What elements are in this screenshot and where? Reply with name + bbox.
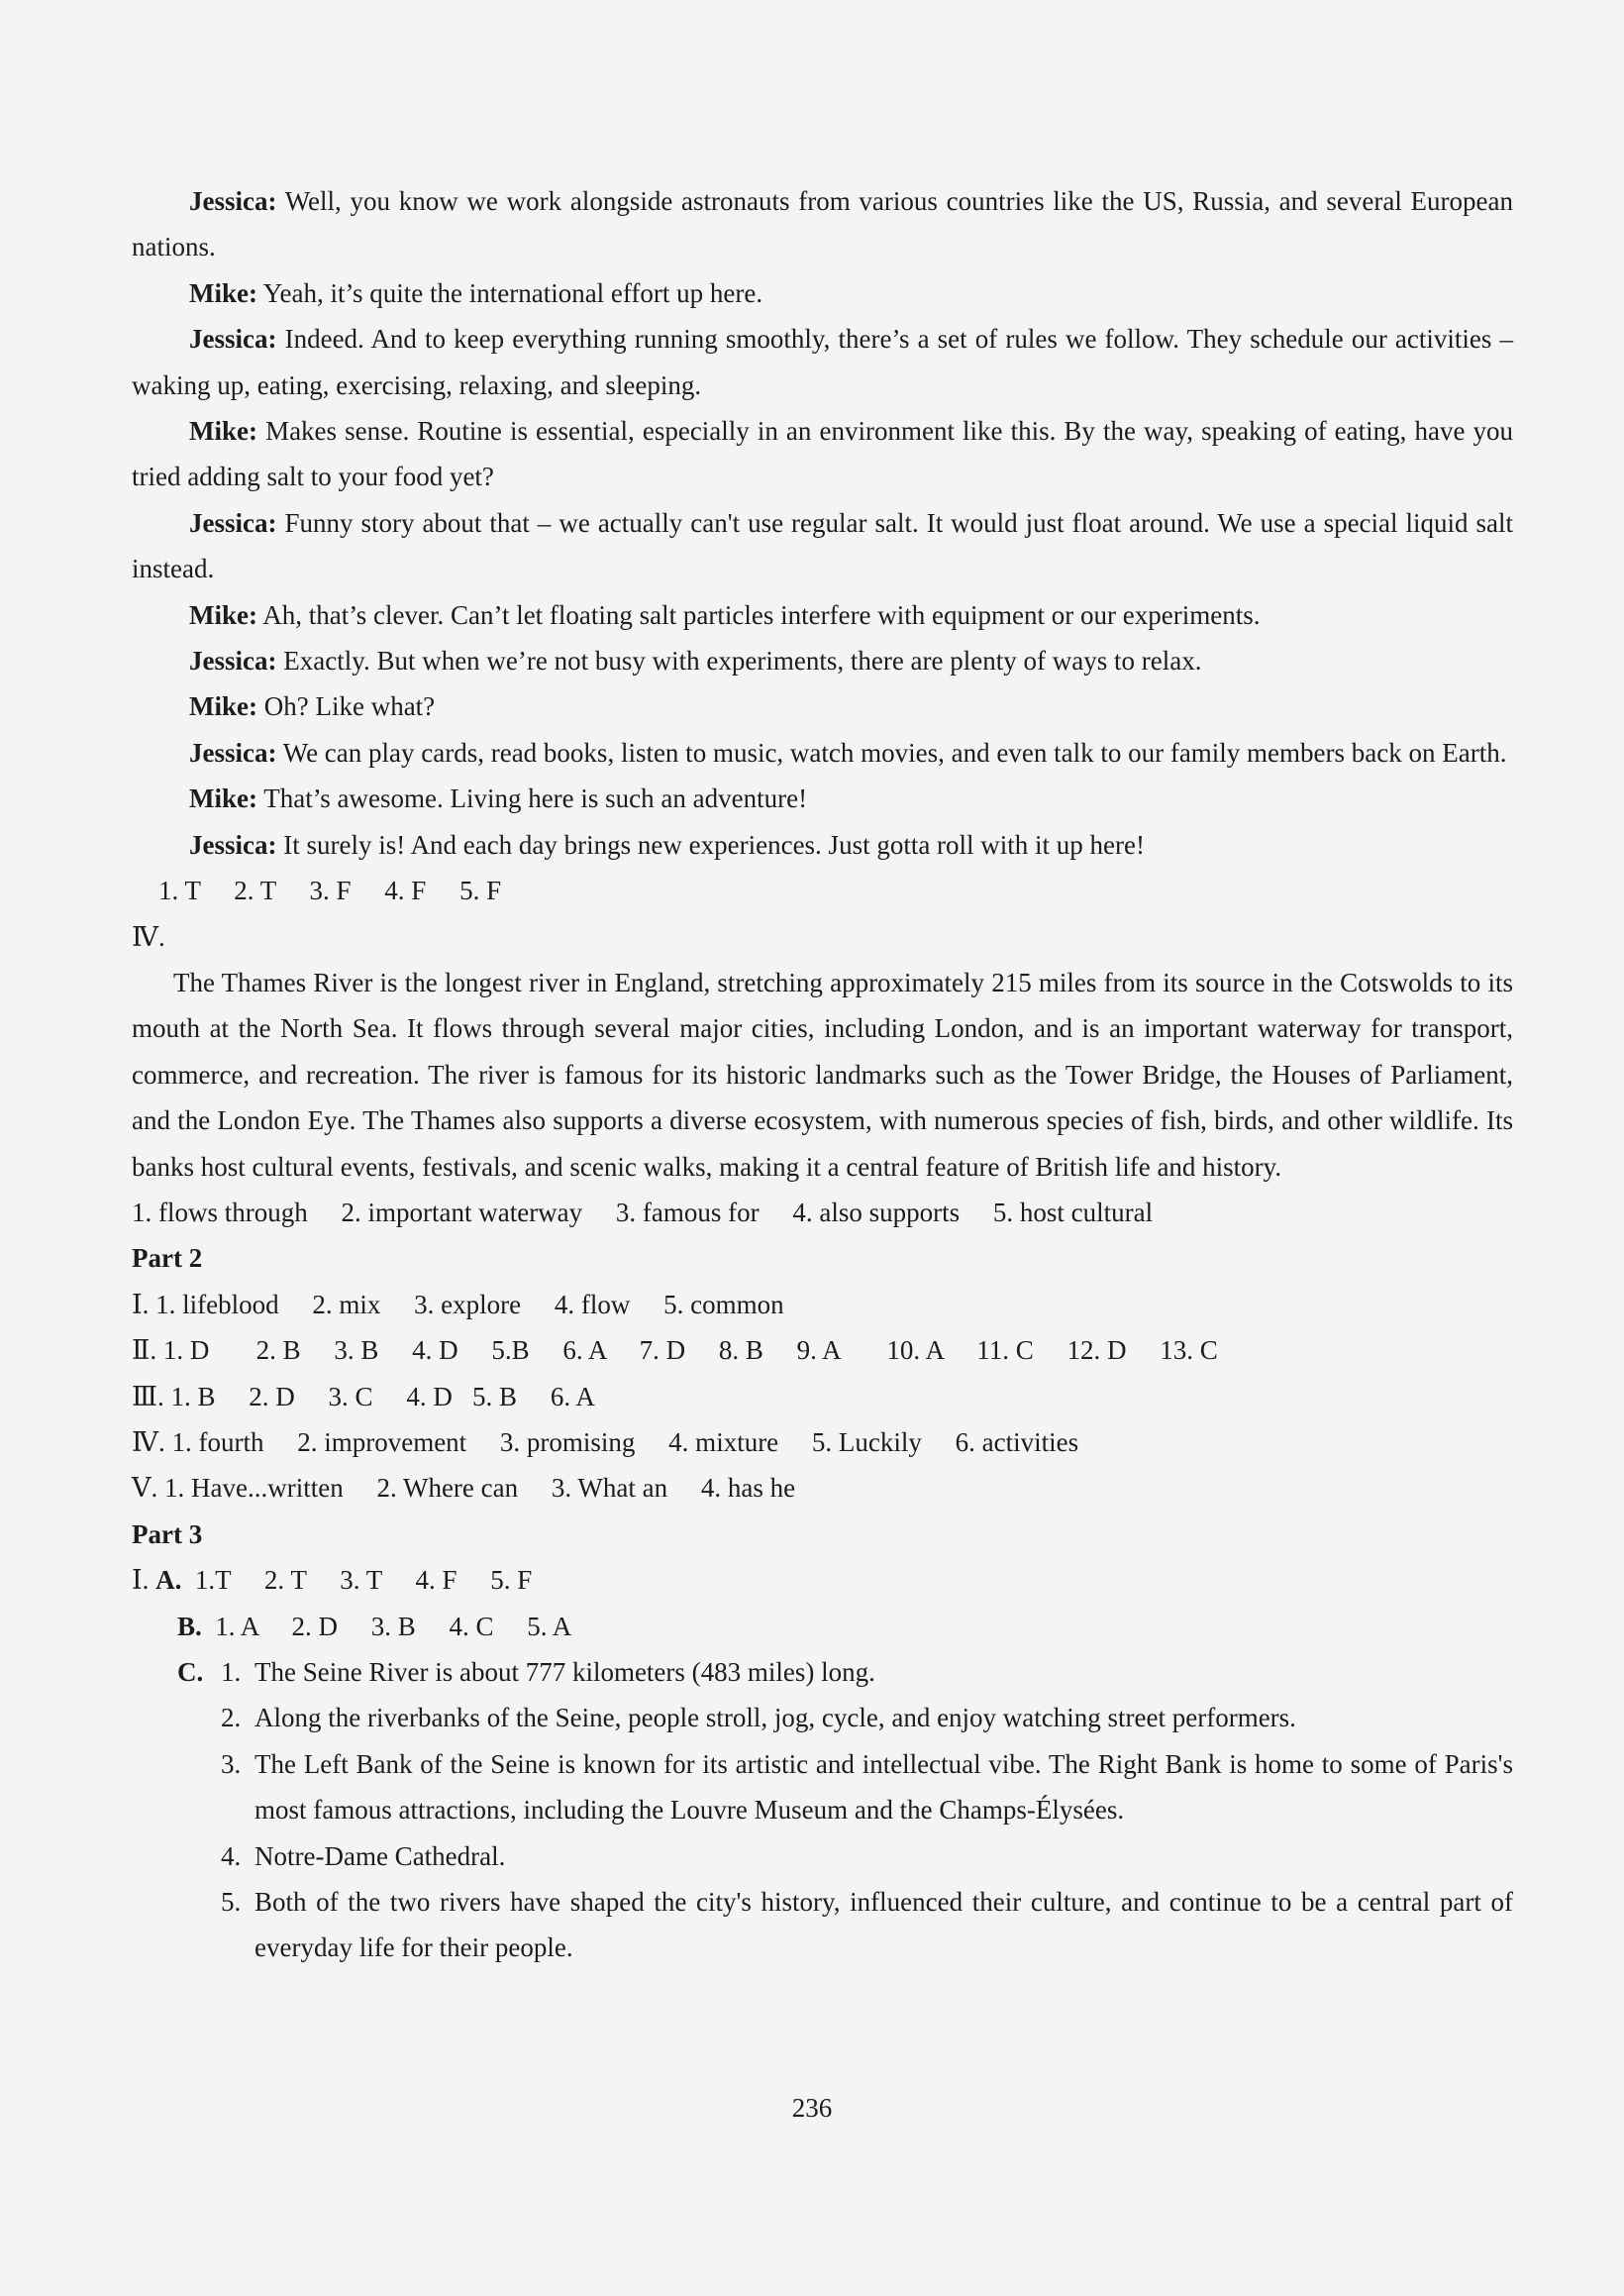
part-2-row-iv: Ⅳ. 1. fourth 2. improvement 3. promising 4. mixture 5. Luckily 6. activities xyxy=(132,1426,1079,1457)
section-iv-label: Ⅳ. xyxy=(132,921,165,952)
dialogue-line: Mike: Yeah, it’s quite the international effort up here. xyxy=(189,277,763,308)
dialogue-line: Jessica: It surely is! And each day brings new experiences. Just gotta roll with it up here! xyxy=(189,829,1146,860)
dialogue-line: Jessica: Well, you know we work alongside astronauts from various countries like the US, Russia, and several European nations. xyxy=(132,186,1513,262)
dialogue-line: Mike: Ah, that’s clever. Can’t let floating salt particles interfere with equipment or our experiments. xyxy=(189,599,1261,630)
part-2-row-v: Ⅴ. 1. Have...written 2. Where can 3. What an 4. has he xyxy=(132,1473,796,1504)
part-3-row-a: Ⅰ. A. 1.T 2. T 3. T 4. F 5. F xyxy=(132,1565,533,1596)
part-3-c-item: 2. Along the riverbanks of the Seine, people stroll, jog, cycle, and enjoy watching street performers. xyxy=(221,1703,1296,1733)
part-3-heading: Part 3 xyxy=(132,1518,203,1549)
dialogue-line: Jessica: Indeed. And to keep everything running smoothly, there’s a set of rules we follow. They schedule our activities – waking up, eating, exercising, relaxing, and sleeping. xyxy=(132,324,1513,400)
part-2-heading: Part 2 xyxy=(132,1243,203,1274)
page-content xyxy=(132,178,1513,1971)
part-3-c-item: 3. The Left Bank of the Seine is known for its artistic and intellectual vibe. The Right Bank is home to some of Paris's most famous attractions, including the Louvre Museum and the Champs-Élysées. xyxy=(221,1748,1513,1826)
part-2-row-i: Ⅰ. 1. lifeblood 2. mix 3. explore 4. flow 5. common xyxy=(132,1289,784,1319)
answers-true-false: 1. T 2. T 3. F 4. F 5. F xyxy=(158,876,502,906)
part-3-c-item: 4. Notre-Dame Cathedral. xyxy=(221,1840,506,1871)
part-2-row-iii: Ⅲ. 1. B 2. D 3. C 4. D 5. B 6. A xyxy=(132,1381,595,1411)
dialogue xyxy=(132,178,1513,868)
answers-section-iv: 1. flows through 2. important waterway 3. famous for 4. also supports 5. host cultural xyxy=(132,1197,1154,1227)
dialogue-line: Jessica: Funny story about that – we actually can't use regular salt. It would just float around. We use a special liquid salt instead. xyxy=(132,507,1513,584)
dialogue-line: Mike: Oh? Like what? xyxy=(189,691,436,722)
dialogue-line: Mike: Makes sense. Routine is essential, especially in an environment like this. By the way, speaking of eating, have you tried adding salt to your food yet? xyxy=(132,416,1514,492)
thames-passage: The Thames River is the longest river in England, stretching approximately 215 miles from its source in the Cotswolds to its mouth at the North Sea. It flows through several major cities, including London, and is an important waterway for transport, commerce, and recreation. The river is famous for its historic landmarks such as the Tower Bridge, the Houses of Parliament, and the London Eye. The Thames also supports a diverse ecosystem, with numerous species of fish, birds, and other wildlife. Its banks host cultural events, festivals, and scenic walks, making it a central feature of British life and history. xyxy=(132,967,1513,1182)
part-3-row-b: B. 1. A 2. D 3. B 4. C 5. A xyxy=(177,1611,572,1641)
part-3-c-item: 5. Both of the two rivers have shaped the city's history, influenced their culture, and continue to be a central part of everyday life for their people. xyxy=(221,1887,1513,1963)
dialogue-line: Mike: That’s awesome. Living here is such an adventure! xyxy=(189,783,808,814)
part-3-row-c: C. 1. The Seine River is about 777 kilometers (483 miles) long. xyxy=(177,1657,875,1687)
part-2-row-ii: Ⅱ. 1. D 2. B 3. B 4. D 5.B 6. A 7. D 8. B 9. A 10. A 11. C 12. D 13. C xyxy=(132,1335,1218,1366)
dialogue-line: Jessica: We can play cards, read books, listen to music, watch movies, and even talk to our family members back on Earth. xyxy=(189,737,1507,768)
dialogue-line: Jessica: Exactly. But when we’re not busy with experiments, there are plenty of ways to relax. xyxy=(189,646,1202,677)
page-number: 236 xyxy=(791,2093,833,2123)
